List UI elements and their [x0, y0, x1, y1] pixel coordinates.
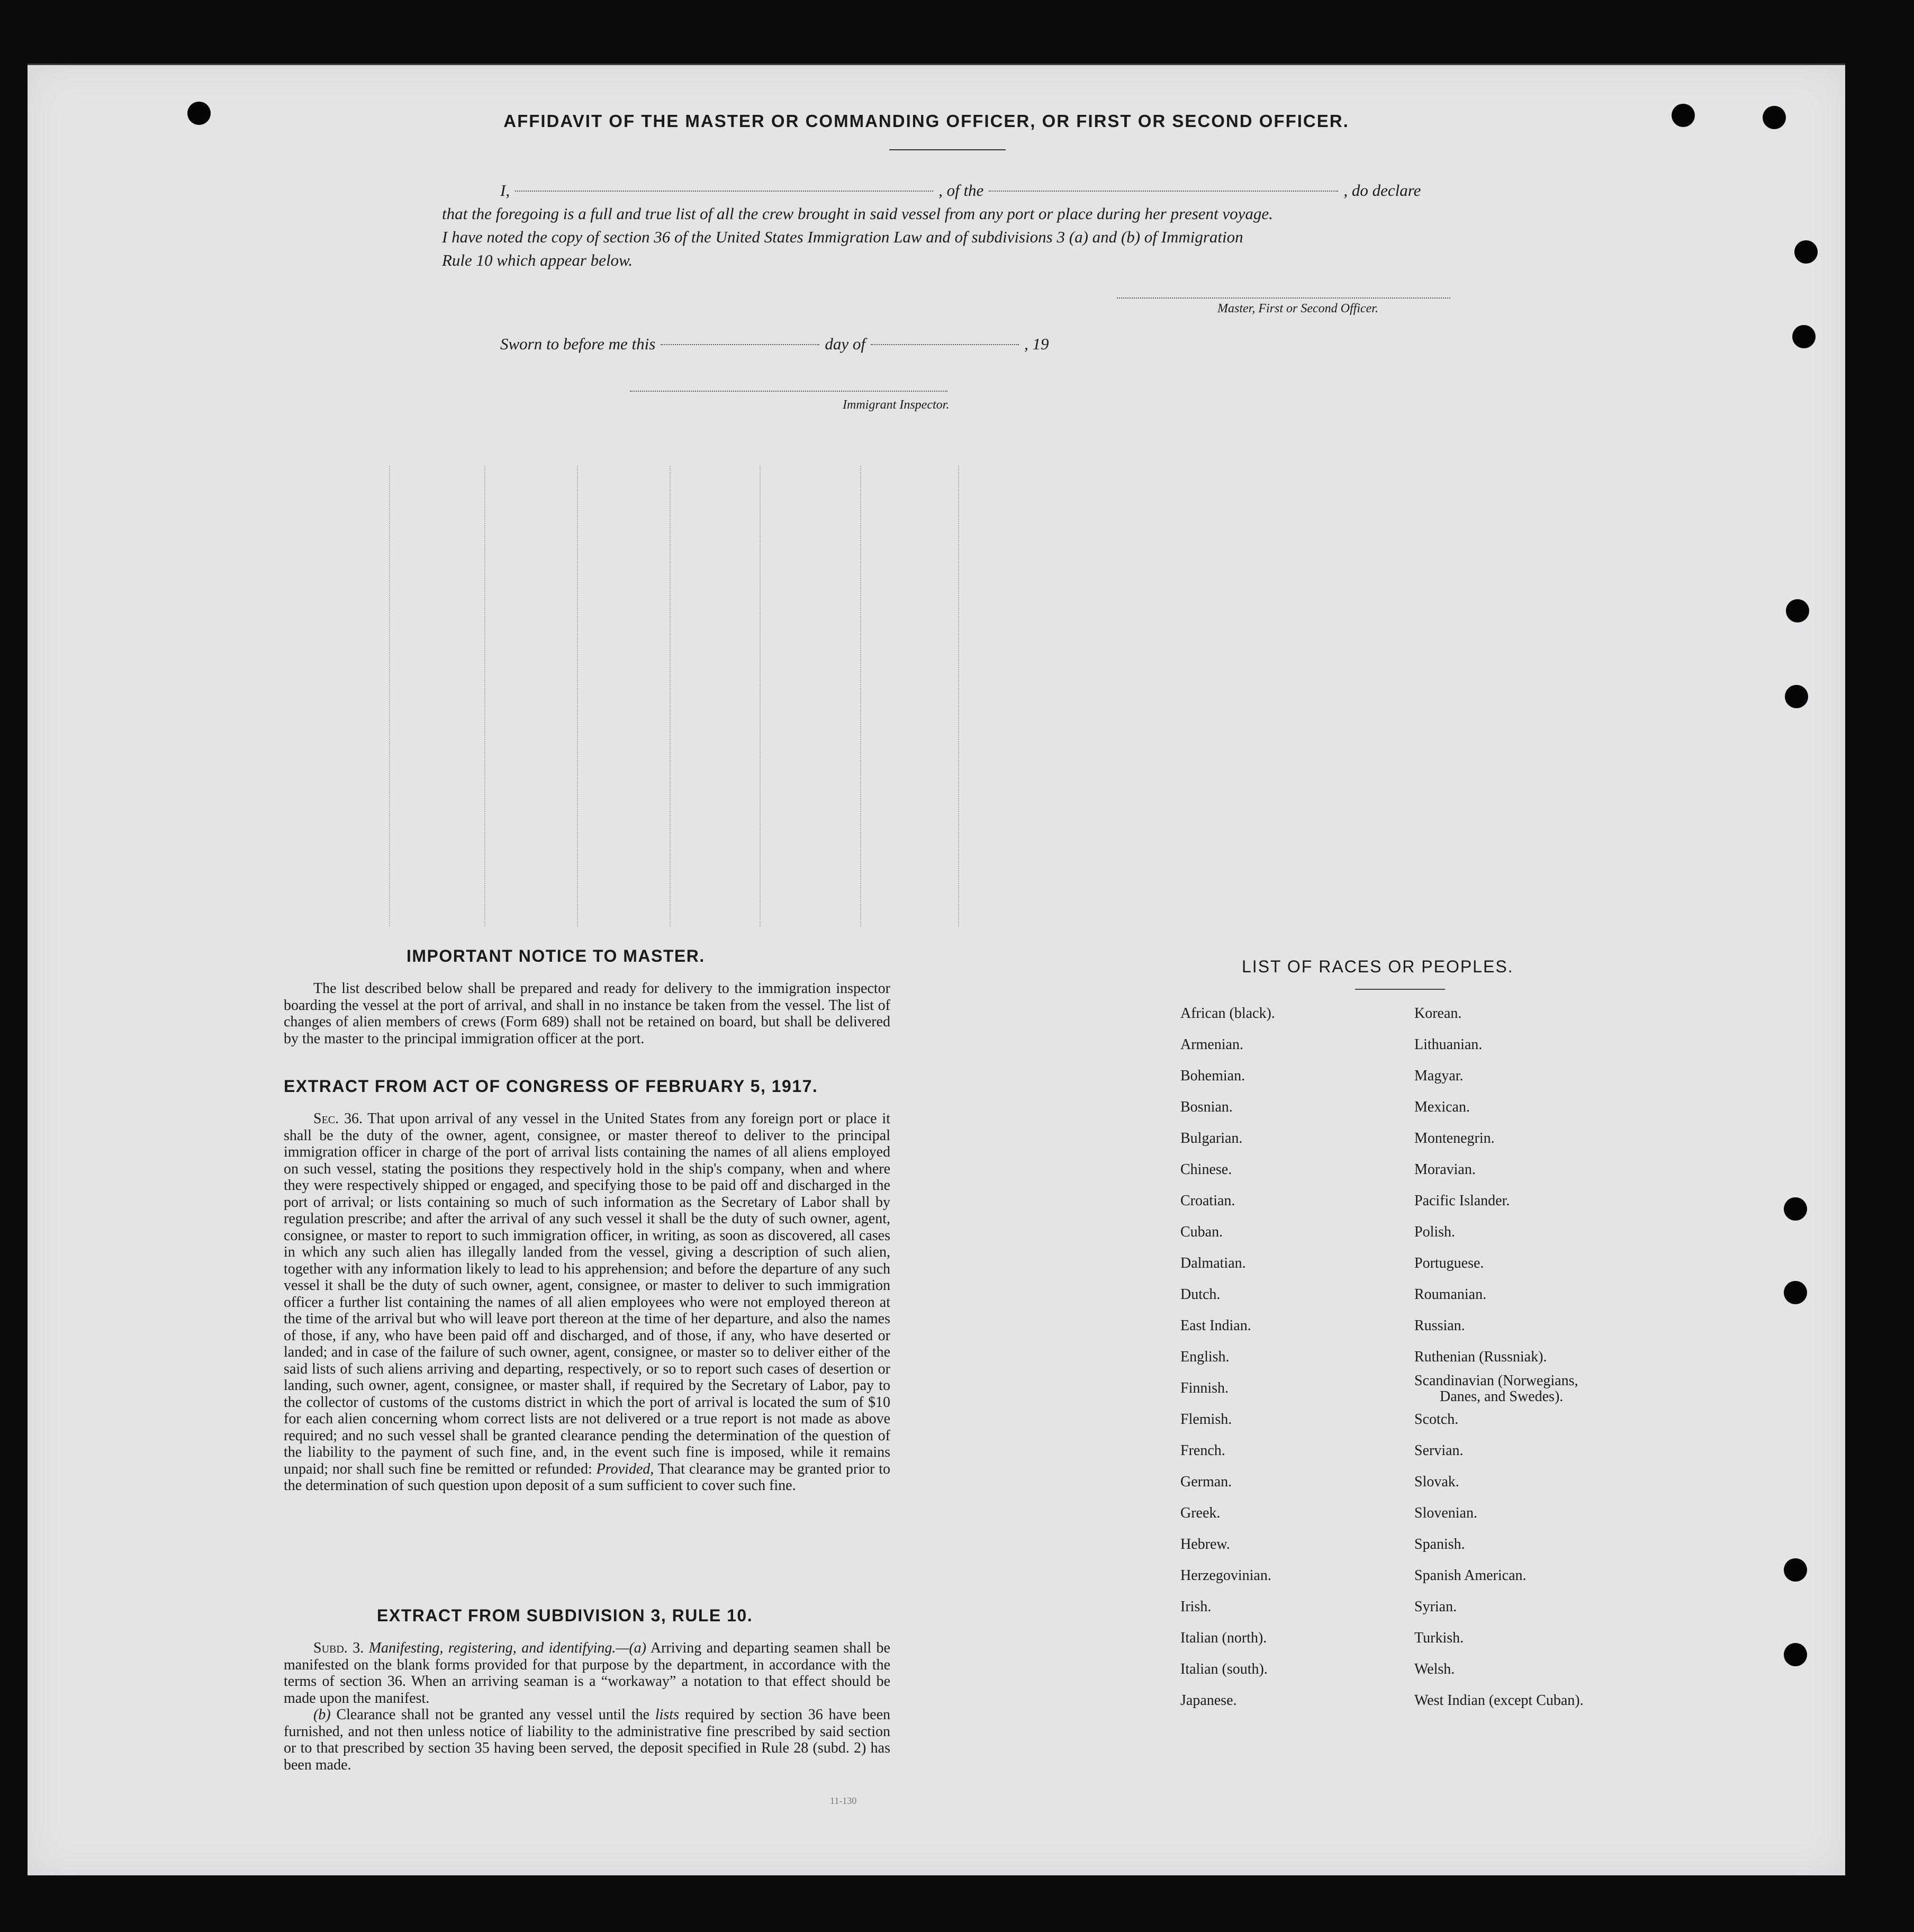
do-declare-label: , do declare: [1343, 181, 1421, 200]
bleed-through-rule: [670, 466, 671, 926]
day-of-label: day of: [825, 335, 865, 353]
race-item-continuation: Danes, and Swedes).: [1440, 1388, 1564, 1405]
provided-word: Provided,: [596, 1460, 654, 1477]
race-item: Spanish.: [1414, 1536, 1465, 1552]
race-item: Polish.: [1414, 1224, 1456, 1240]
race-item: Japanese.: [1180, 1692, 1237, 1709]
bleed-through-rule: [958, 466, 959, 926]
race-item: Syrian.: [1414, 1599, 1457, 1615]
declarant-name-field[interactable]: [515, 191, 933, 192]
para-b-mark: (b): [313, 1707, 331, 1723]
race-item: Welsh.: [1414, 1661, 1455, 1677]
race-item-text: Scandinavian (Norwegians,: [1414, 1373, 1578, 1389]
rule-heading: EXTRACT FROM SUBDIVISION 3, RULE 10.: [377, 1606, 753, 1625]
subd-label: Subd. 3.: [313, 1640, 364, 1656]
sec-36-paragraph: [284, 1111, 890, 1494]
race-item: Mexican.: [1414, 1099, 1470, 1115]
race-item: Roumanian.: [1414, 1286, 1487, 1303]
notice-heading: IMPORTANT NOTICE TO MASTER.: [407, 946, 705, 965]
bleed-through-rule: [577, 466, 578, 926]
vessel-name-field[interactable]: [989, 191, 1338, 192]
race-item: Dutch.: [1180, 1286, 1221, 1303]
race-item: Portuguese.: [1414, 1255, 1484, 1271]
race-item: Magyar.: [1414, 1068, 1464, 1084]
race-item: [1414, 1373, 1584, 1412]
punch-hole: [1763, 106, 1786, 129]
subd-title: Manifesting, registering, and identifying.: [368, 1640, 616, 1656]
race-item: Korean.: [1414, 1005, 1462, 1022]
para-b-part-2: required by section 36 have been furnished, and not then unless notice of liability to the administrative fine prescribed by said section or to that prescribed by section 35 having been served, the deposit specified in Rule 28 (subd. 2) has been made.: [284, 1707, 891, 1773]
race-item: Italian (north).: [1180, 1630, 1267, 1646]
notice-paragraph: The list described below shall be prepared and ready for delivery to the immigration inspector boarding the vessel at the port of arrival, and shall in no instance be taken from the vessel. The list of changes of alien members of crews (Form 689) shall not be retained on board, but shall be delivered by the master to the principal immigration officer at the port.: [284, 980, 890, 1047]
race-item: German.: [1180, 1474, 1232, 1490]
punch-hole: [1784, 1558, 1807, 1582]
race-item: Chinese.: [1180, 1161, 1232, 1178]
sec-36-end: That clearance may be granted prior to the determination of such question upon deposit of a sum sufficient to cover such fine.: [284, 1460, 891, 1494]
year-label: , 19: [1024, 335, 1049, 353]
of-the-label: , of the: [938, 181, 984, 200]
declaration-line-1: [442, 179, 1453, 202]
act-text: [284, 1111, 890, 1494]
bleed-through-rule: [484, 466, 485, 926]
race-item: Lithuanian.: [1414, 1036, 1483, 1053]
sworn-month-field[interactable]: [871, 344, 1019, 345]
form-code: 11-130: [830, 1795, 857, 1806]
race-item: Dalmatian.: [1180, 1255, 1246, 1271]
declaration-line-3: I have noted the copy of section 36 of the United States Immigration Law and of subdivisions 3 (a) and (b) of Immigration: [442, 228, 1243, 246]
race-item: Bosnian.: [1180, 1099, 1233, 1115]
act-heading: EXTRACT FROM ACT OF CONGRESS OF FEBRUARY 5, 1917.: [284, 1077, 818, 1096]
race-item: Slovak.: [1414, 1474, 1459, 1490]
subd-b-paragraph: [284, 1707, 890, 1773]
para-a-body: Arriving and departing seamen shall be manifested on the blank forms provided for that purpose by the department, in accordance with the terms of section 36. When an arriving seaman is a “workaway” a notation to that effect should be made upon the manifest.: [284, 1640, 890, 1707]
bleed-through-rule: [760, 466, 761, 926]
notice-text: [284, 980, 890, 1047]
race-item: French.: [1180, 1442, 1225, 1459]
affidavit-declaration: [442, 179, 1453, 272]
races-heading: LIST OF RACES OR PEOPLES.: [1242, 957, 1514, 976]
master-signature-line[interactable]: [1117, 297, 1450, 299]
race-item: Montenegrin.: [1414, 1130, 1495, 1146]
master-caption: Master, First or Second Officer.: [1217, 302, 1378, 315]
race-item: Greek.: [1180, 1505, 1221, 1521]
race-item: English.: [1180, 1349, 1230, 1365]
races-heading-rule: [1355, 989, 1445, 990]
races-left-column: [1180, 1006, 1275, 1724]
race-item: Servian.: [1414, 1442, 1464, 1459]
race-item: Scotch.: [1414, 1411, 1459, 1428]
inspector-signature-line[interactable]: [630, 391, 947, 392]
rule-text: [284, 1640, 890, 1773]
race-item: Russian.: [1414, 1317, 1465, 1334]
races-right-column: [1414, 1006, 1584, 1724]
race-item: Croatian.: [1180, 1193, 1235, 1209]
race-item: Italian (south).: [1180, 1661, 1268, 1677]
race-item: East Indian.: [1180, 1317, 1251, 1334]
race-item: Armenian.: [1180, 1036, 1243, 1053]
sec-36-body: That upon arrival of any vessel in the United States from any foreign port or place it shall be the duty of the owner, agent, consignee, or master thereof to deliver to the principal immigration officer in charge of the port of arrival lists containing the names of all aliens employed on such vessel, stating the positions they respectively hold in the ship's company, when and where they were respectively shipped or engaged, and specifying those to be paid off and discharged in the port of arrival; or lists containing so much of such information as the Secretary of Labor shall by regulation prescribe; and after the arrival of any such vessel it shall be the duty of such owner, agent, consignee, or master to report to such immigration officer, in writing, as soon as discovered, all cases in which any such alien has illegally landed from the vessel, giving a description of such alien, together with any information likely to lead to his apprehension; and before the departure of any such vessel it shall be the duty of such owner, agent, consignee, or master to deliver to such immigration officer a further list containing the names of all alien employees who were not employed thereon at the time of the arrival but who will leave port thereon at the time of her departure, and also the names of those, if any, who have been paid off and discharged, and of those, if any, who have deserted or landed; and in case of the failure of such owner, agent, consignee, or master so to deliver either of the said lists of such aliens arriving and departing, respectively, or so to report such cases of desertion or landing, such owner, agent, consignee, or master shall, if required by the Secretary of Labor, pay to the collector of customs of the customs district in which the port of arrival is located the sum of $10 for each alien concerning whom correct lists are not delivered or a true report is not made as above required; and no such vessel shall be granted clearance pending the determination of the question of the liability to the payment of such fine, and, in the event such fine is imposed, while it remains unpaid; nor shall such fine be remitted or refunded:: [284, 1111, 890, 1477]
race-item: Spanish American.: [1414, 1567, 1527, 1584]
race-item: Slovenian.: [1414, 1505, 1477, 1521]
race-item: Bulgarian.: [1180, 1130, 1243, 1146]
race-item: Moravian.: [1414, 1161, 1476, 1178]
race-item: Pacific Islander.: [1414, 1193, 1510, 1209]
race-item: Herzegovinian.: [1180, 1567, 1271, 1584]
declarant-label: I,: [500, 181, 510, 200]
punch-hole: [1792, 325, 1816, 348]
punch-hole: [1784, 1197, 1807, 1221]
punch-hole: [1786, 599, 1809, 622]
race-item: Turkish.: [1414, 1630, 1464, 1646]
punch-hole: [1785, 685, 1808, 708]
subd-a-paragraph: [284, 1640, 890, 1707]
affidavit-title: AFFIDAVIT OF THE MASTER OR COMMANDING OFFICER, OR FIRST OR SECOND OFFICER.: [503, 111, 1349, 131]
sworn-label: Sworn to before me this: [500, 335, 656, 353]
declaration-line-4: Rule 10 which appear below.: [442, 251, 633, 269]
punch-hole: [1784, 1281, 1807, 1304]
bleed-through-rule: [389, 466, 390, 926]
race-item: Finnish.: [1180, 1380, 1229, 1396]
declaration-line-2: that the foregoing is a full and true list of all the crew brought in said vessel from any port or place during her present voyage.: [442, 204, 1273, 223]
para-a-mark: —(a): [616, 1640, 646, 1656]
para-b-part-1: Clearance shall not be granted any vessel until the: [336, 1707, 650, 1723]
race-item: Ruthenian (Russniak).: [1414, 1349, 1547, 1365]
race-item: Irish.: [1180, 1599, 1212, 1615]
punch-hole: [187, 102, 211, 125]
sec-label: Sec. 36.: [313, 1111, 363, 1127]
race-item: Bohemian.: [1180, 1068, 1245, 1084]
bleed-through-rule: [860, 466, 861, 926]
sworn-line: [500, 332, 1135, 356]
punch-hole: [1784, 1643, 1807, 1666]
punch-hole: [1672, 104, 1695, 127]
race-item: Hebrew.: [1180, 1536, 1230, 1552]
race-item: Cuban.: [1180, 1224, 1223, 1240]
inspector-caption: Immigrant Inspector.: [843, 398, 950, 412]
para-b-lists: lists: [655, 1707, 680, 1723]
sworn-day-field[interactable]: [661, 344, 819, 345]
race-item: African (black).: [1180, 1005, 1275, 1022]
punch-hole: [1794, 240, 1818, 264]
race-item: Flemish.: [1180, 1411, 1232, 1428]
title-rule: [889, 149, 1006, 150]
race-item: West Indian (except Cuban).: [1414, 1692, 1584, 1709]
